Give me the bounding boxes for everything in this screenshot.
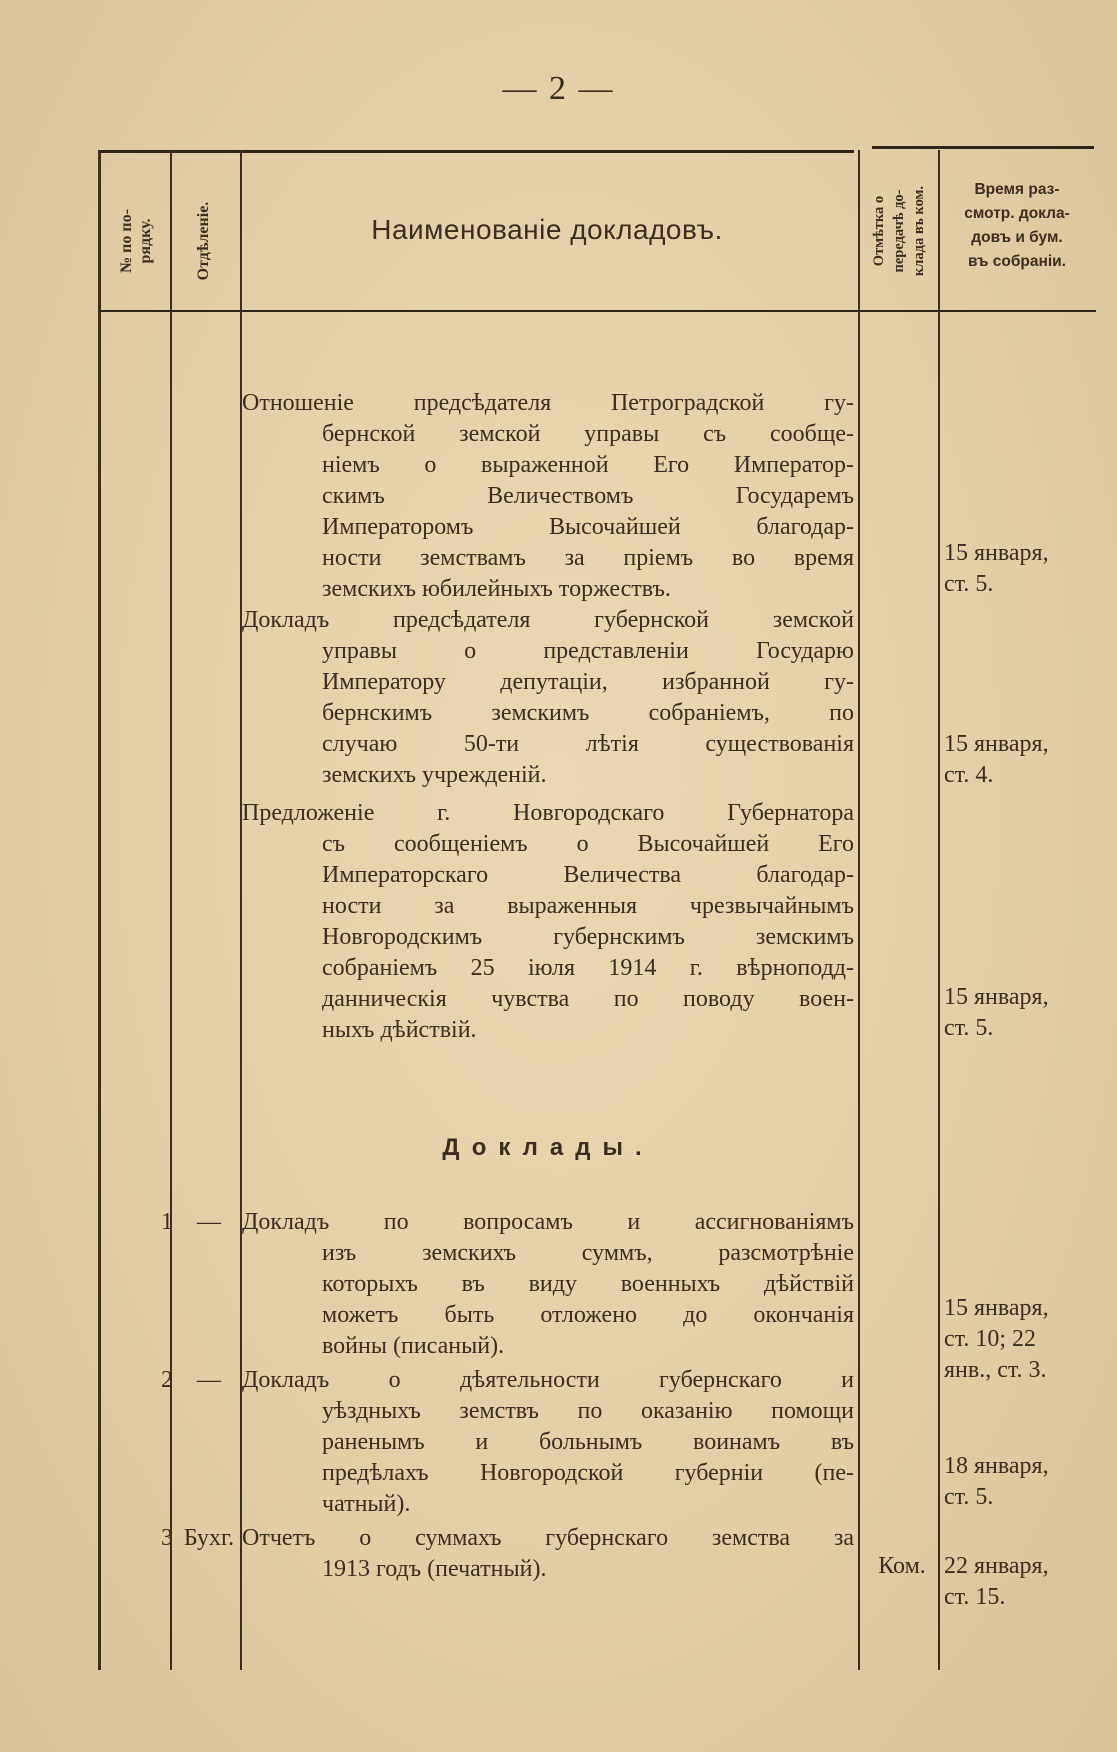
table-top-rule-right: [872, 146, 1094, 149]
entry-time-3: 15 января, ст. 5.: [944, 984, 1049, 1041]
report-entry-1: Докладъ по вопросамъ и ассигнованіямъ изъ земскихъ суммъ, разсмотрѣніе которыхъ въ виду военныхъ дѣйствій можетъ быть отложено до окончанія войны (писаный).: [242, 1209, 854, 1359]
report-number-3: 3: [161, 1525, 173, 1551]
entry-report-deputation: Докладъ предсѣдателя губернской земской управы о представленіи Государю Императору депутаціи, избранной гу- бернскимъ земскимъ собраніемъ, по случаю 50-ти лѣтія существованія земскихъ учрежденій.: [242, 607, 854, 788]
entry-time-1: 15 января, ст. 5.: [944, 540, 1049, 597]
header-col-number: № по по- рядку.: [118, 209, 154, 273]
table-top-rule: [98, 150, 854, 153]
report-time-1: 15 января, ст. 10; 22 янв., ст. 3.: [944, 1295, 1049, 1383]
header-col-department: Отдѣленіе.: [195, 201, 212, 281]
page-number: — 2 —: [502, 70, 615, 107]
entry-time-2: 15 января, ст. 4.: [944, 731, 1049, 788]
header-col-mark: Отмѣтка о передачѣ до- клада въ ком.: [871, 185, 927, 277]
header-col-title: Наименованіе докладовъ.: [371, 214, 723, 245]
report-time-3: 22 января, ст. 15.: [944, 1553, 1049, 1610]
report-entry-3: Отчетъ о суммахъ губернскаго земства за 1913 годъ (печатный).: [242, 1525, 854, 1582]
report-entry-2: Докладъ о дѣятельности губернскаго и уѣздныхъ земствъ по оказанію помощи раненымъ и больнымъ воинамъ въ предѣлахъ Новгородской губерніи (пе- чатный).: [242, 1367, 854, 1517]
entry-proposal-governor: Предложеніе г. Новгородскаго Губернатора съ сообщеніемъ о Высочайшей Его Императорскаго Величества благодар- ности за выраженныя чрезвычайнымъ Новгородскимъ губернскимъ земскимъ собраніемъ 25 іюля 1914 г. вѣрноподд- данническія чувства по поводу воен- ныхъ дѣйствій.: [242, 800, 854, 1043]
report-dept-3: Бухг.: [183, 1525, 235, 1551]
section-title: Доклады.: [442, 1134, 654, 1161]
col-divider-mark: [938, 150, 940, 1670]
header-col-time: Время раз- смотр. докла- довъ и бум. въ собраніи.: [964, 181, 1070, 270]
table-left-border: [98, 150, 101, 1670]
report-number-1: 1: [161, 1209, 173, 1235]
report-mark-3: Ком.: [878, 1553, 926, 1579]
report-time-2: 18 января, ст. 5.: [944, 1453, 1049, 1510]
report-number-2: 2: [161, 1367, 173, 1393]
report-dept-1: —: [197, 1209, 221, 1235]
entry-letter-petrograd: Отношеніе предсѣдателя Петроградской гу- бернской земской управы съ сообще- ніемъ о выраженной Его Император- скимъ Величествомъ Государемъ Императоромъ Высочайшей благодар- ности земствамъ за пріемъ во время земскихъ юбилейныхъ торжествъ.: [242, 390, 854, 602]
header-bottom-rule: [98, 310, 1096, 312]
col-divider-title: [858, 150, 860, 1670]
col-divider-num: [170, 150, 172, 1670]
report-dept-2: —: [197, 1367, 221, 1393]
